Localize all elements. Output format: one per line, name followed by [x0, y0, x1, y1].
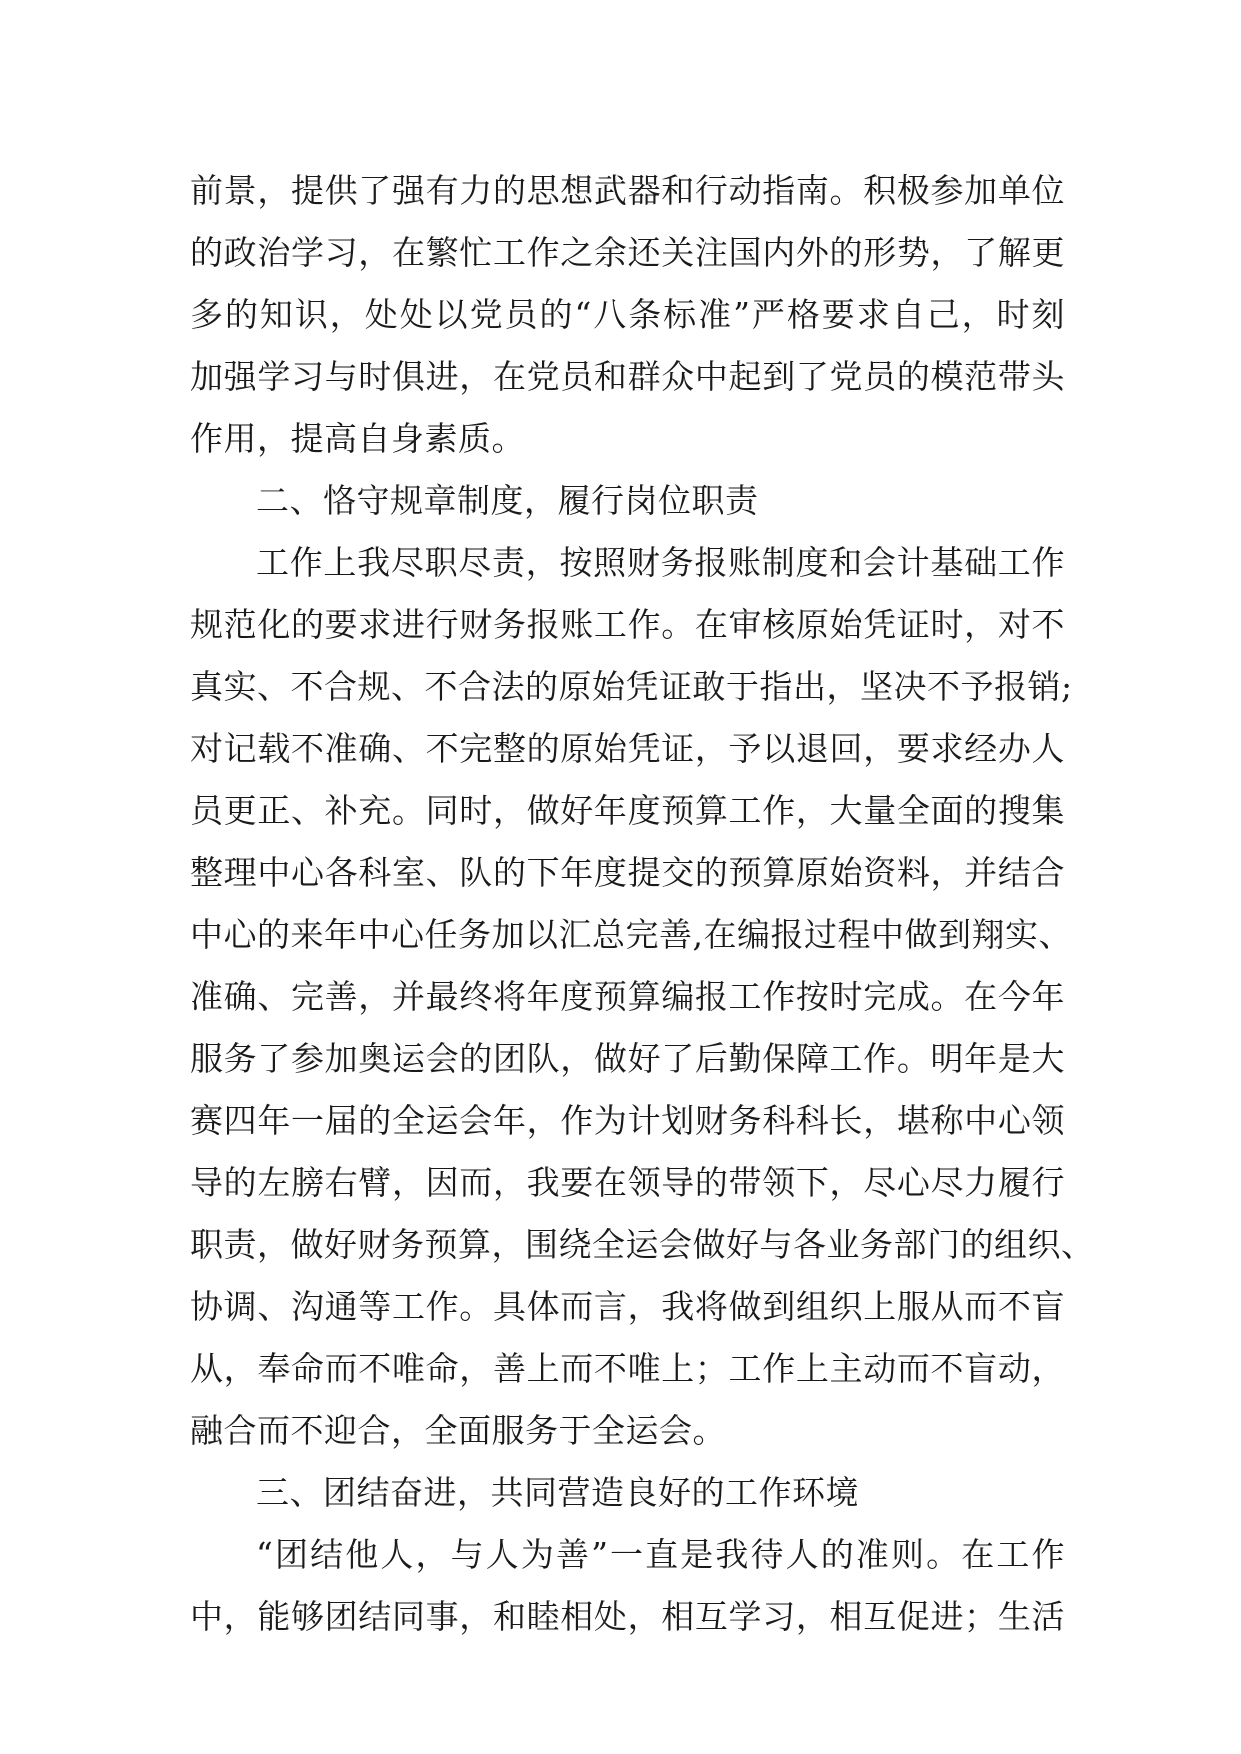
text-line: 员更正、补充。同时，做好年度预算工作，大量全面的搜集 [190, 791, 1065, 830]
text-line: 加强学习与时俱进，在党员和群众中起到了党员的模范带头 [190, 357, 1065, 396]
text-line: 规范化的要求进行财务报账工作。在审核原始凭证时，对不 [190, 605, 1065, 644]
text-line: 工作上我尽职尽责，按照财务报账制度和会计基础工作 [256, 543, 1065, 582]
text-line: 融合而不迎合，全面服务于全运会。 [190, 1411, 726, 1450]
text-line: 的政治学习，在繁忙工作之余还关注国内外的形势，了解更 [190, 233, 1065, 272]
section-heading: 三、团结奋进，共同营造良好的工作环境 [256, 1473, 859, 1512]
text-line: 作用，提高自身素质。 [190, 419, 525, 458]
text-line: 协调、沟通等工作。具体而言，我将做到组织上服从而不盲 [190, 1287, 1065, 1326]
text-line: “团结他人，与人为善”一直是我待人的准则。在工作 [256, 1535, 1065, 1574]
text-line: 导的左膀右臂，因而，我要在领导的带领下，尽心尽力履行 [190, 1163, 1065, 1202]
text-line: 前景，提供了强有力的思想武器和行动指南。积极参加单位 [190, 171, 1065, 210]
text-line: 中心的来年中心任务加以汇总完善,在编报过程中做到翔实、 [190, 915, 1072, 954]
text-line: 准确、完善，并最终将年度预算编报工作按时完成。在今年 [190, 977, 1065, 1016]
text-line: 职责，做好财务预算，围绕全运会做好与各业务部门的组织、 [190, 1225, 1095, 1264]
text-line: 中，能够团结同事，和睦相处，相互学习，相互促进；生活 [190, 1597, 1065, 1636]
text-line: 赛四年一届的全运会年，作为计划财务科科长，堪称中心领 [190, 1101, 1065, 1140]
text-line: 对记载不准确、不完整的原始凭证，予以退回，要求经办人 [190, 729, 1065, 768]
section-heading: 二、恪守规章制度，履行岗位职责 [256, 481, 759, 520]
text-line: 服务了参加奥运会的团队，做好了后勤保障工作。明年是大 [190, 1039, 1065, 1078]
text-line: 从，奉命而不唯命，善上而不唯上；工作上主动而不盲动， [190, 1349, 1065, 1388]
text-line: 整理中心各科室、队的下年度提交的预算原始资料，并结合 [190, 853, 1065, 892]
text-line: 多的知识，处处以党员的“八条标准”严格要求自己，时刻 [190, 295, 1065, 334]
text-line: 真实、不合规、不合法的原始凭证敢于指出，坚决不予报销; [190, 667, 1073, 706]
document-body [190, 160, 1095, 1648]
